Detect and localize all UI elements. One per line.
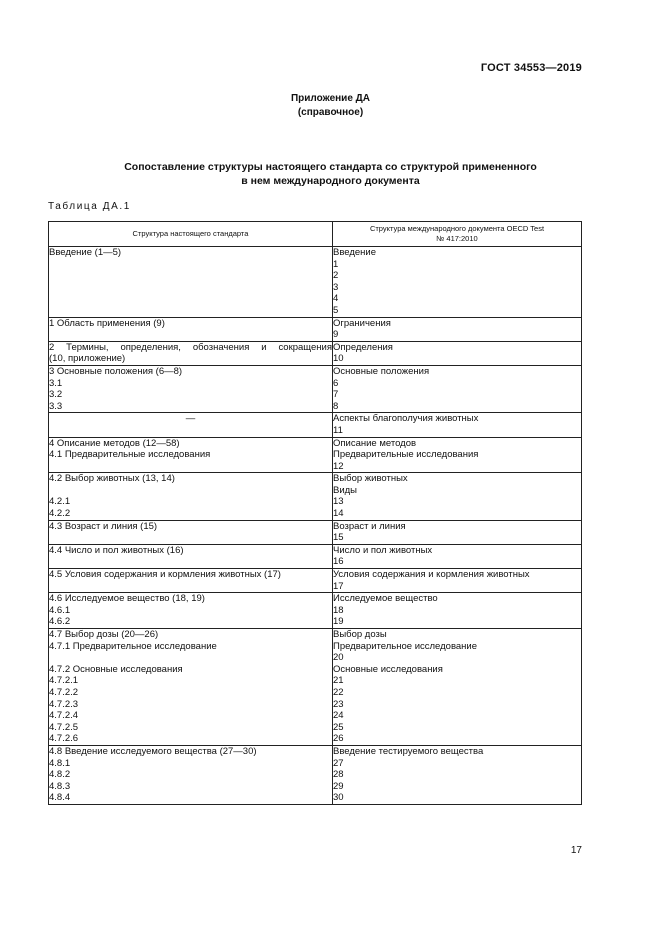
cell-line: 4.7.2 Основные исследования <box>49 663 183 675</box>
cell-line: 1 Область применения (9) <box>49 317 165 329</box>
cell-line: Ограничения <box>333 317 391 329</box>
cell-line: 4.2 Выбор животных (13, 14) <box>49 473 175 485</box>
cell-line: 29 <box>333 780 344 792</box>
table-row <box>49 544 582 568</box>
cell-line <box>49 270 332 282</box>
cell-current-standard <box>49 413 333 437</box>
table-label: Таблица ДА.1 <box>48 201 131 212</box>
cell-line: 10 <box>333 353 344 365</box>
cell-line: 4.8 Введение исследуемого вещества (27—30) <box>49 745 257 757</box>
table-row <box>49 473 582 520</box>
cell-line: Выбор дозы <box>333 629 387 640</box>
cell-line: Введение тестируемого вещества <box>333 745 484 757</box>
table-header-row <box>49 222 582 247</box>
cell-line: 4.6.1 <box>49 604 71 616</box>
cell-line: 12 <box>333 460 344 472</box>
cell-international-document <box>333 544 582 568</box>
cell-line: 4.6 Исследуемое вещество (18, 19) <box>49 593 205 605</box>
cell-line: 17 <box>333 580 344 592</box>
cell-line: Выбор животных <box>333 473 408 485</box>
table-row <box>49 365 582 412</box>
cell-line: 19 <box>333 616 344 628</box>
cell-international-document <box>333 593 582 629</box>
cell-line: 7 <box>333 389 339 401</box>
cell-line: Возраст и линия <box>333 520 406 532</box>
cell-line: 8 <box>333 400 339 412</box>
cell-international-document <box>333 629 582 746</box>
cell-international-document <box>333 247 582 318</box>
cell-current-standard <box>49 544 333 568</box>
table-row <box>49 745 582 804</box>
cell-international-document <box>333 317 582 341</box>
cell-line: — <box>185 413 196 425</box>
cell-line: 9 <box>333 329 339 341</box>
cell-current-standard <box>49 365 333 412</box>
cell-line: 15 <box>333 532 344 544</box>
cell-line: 4.7.2.6 <box>49 733 79 745</box>
cell-line <box>49 485 332 497</box>
cell-line: 3.1 <box>49 377 63 389</box>
cell-line: 4.2.2 <box>49 508 71 520</box>
cell-line: 6 <box>333 377 339 389</box>
comparison-table <box>48 221 582 805</box>
cell-line: Основные положения <box>333 365 430 377</box>
table-row <box>49 629 582 746</box>
cell-line: 3 Основные положения (6—8) <box>49 365 183 377</box>
header-international-document <box>333 222 582 247</box>
cell-line <box>49 259 332 271</box>
cell-international-document <box>333 745 582 804</box>
cell-current-standard <box>49 520 333 544</box>
cell-international-document <box>333 473 582 520</box>
standard-designation: ГОСТ 34553—2019 <box>480 62 582 74</box>
cell-line: Аспекты благополучия животных <box>333 413 479 425</box>
cell-line: 24 <box>333 710 344 722</box>
cell-international-document <box>333 365 582 412</box>
cell-international-document <box>333 341 582 365</box>
appendix-heading <box>0 92 661 120</box>
cell-line: 4.8.3 <box>49 780 71 792</box>
cell-line: 4.7.2.1 <box>49 675 79 687</box>
cell-line: 27 <box>333 757 344 769</box>
cell-line: Введение <box>333 247 377 258</box>
cell-line: 2 Термины, определения, обозначения и сокращения <box>49 341 332 353</box>
table-body <box>49 247 582 805</box>
page-number: 17 <box>570 845 582 856</box>
cell-line: 25 <box>333 721 344 733</box>
cell-line: 4.4 Число и пол животных (16) <box>49 544 184 556</box>
cell-line: Условия содержания и кормления животных <box>333 569 530 581</box>
table-row <box>49 569 582 593</box>
cell-line: 3.2 <box>49 389 63 401</box>
cell-line: 4.7.1 Предварительное исследование <box>49 640 217 652</box>
cell-current-standard <box>49 247 333 318</box>
table-row <box>49 317 582 341</box>
cell-line: 14 <box>333 508 344 520</box>
table-row <box>49 520 582 544</box>
header-international-line-1: Структура международного документа OECD Test <box>369 224 545 233</box>
cell-line: Предварительное исследование <box>333 640 478 652</box>
cell-international-document <box>333 569 582 593</box>
cell-line: 4.1 Предварительные исследования <box>49 449 211 461</box>
cell-line: 4.7 Выбор дозы (20—26) <box>49 629 159 640</box>
cell-international-document <box>333 520 582 544</box>
cell-line: Предварительные исследования <box>333 449 479 461</box>
appendix-title: Приложение ДА <box>290 93 371 104</box>
table-row <box>49 341 582 365</box>
cell-line: 5 <box>333 304 339 316</box>
cell-line: 23 <box>333 698 344 710</box>
cell-current-standard <box>49 629 333 746</box>
cell-line: 4.5 Условия содержания и кормления животных (17) <box>49 569 281 581</box>
cell-line <box>49 282 332 294</box>
cell-current-standard <box>49 341 333 365</box>
header-current-standard: Структура настоящего стандарта <box>49 222 333 247</box>
table-row <box>49 247 582 318</box>
table-row <box>49 437 582 473</box>
cell-line: 2 <box>333 270 339 282</box>
cell-line: Виды <box>333 484 358 496</box>
cell-line: 16 <box>333 556 344 568</box>
cell-line: Исследуемое вещество <box>333 593 438 605</box>
cell-line: 26 <box>333 733 344 745</box>
document-title-line-2: в нем международного документа <box>241 175 420 187</box>
cell-line: 22 <box>333 686 344 698</box>
cell-line: Основные исследования <box>333 663 443 675</box>
cell-current-standard <box>49 317 333 341</box>
cell-line: 4.3 Возраст и линия (15) <box>49 520 158 532</box>
cell-line <box>49 293 332 305</box>
cell-line: 4 Описание методов (12—58) <box>49 437 180 449</box>
cell-line: 13 <box>333 496 344 508</box>
cell-line: 4.7.2.4 <box>49 710 79 722</box>
cell-line: 4.8.4 <box>49 792 71 804</box>
cell-international-document <box>333 413 582 437</box>
cell-line: 4.8.1 <box>49 757 71 769</box>
cell-international-document <box>333 437 582 473</box>
cell-current-standard <box>49 745 333 804</box>
cell-current-standard <box>49 437 333 473</box>
cell-line: 21 <box>333 675 344 687</box>
document-title-line-1: Сопоставление структуры настоящего стандарта со структурой примененного <box>124 161 537 173</box>
cell-line: 4.6.2 <box>49 616 71 628</box>
document-title <box>0 160 661 188</box>
cell-line: 30 <box>333 792 344 804</box>
cell-line: 4.7.2.5 <box>49 721 79 733</box>
cell-line <box>49 652 332 664</box>
cell-line: 3 <box>333 281 339 293</box>
cell-line: Определения <box>333 341 393 353</box>
cell-line: (10, приложение) <box>49 353 126 365</box>
cell-line: 3.3 <box>49 400 63 412</box>
cell-current-standard <box>49 593 333 629</box>
cell-line: 4.8.2 <box>49 769 71 781</box>
cell-line: 20 <box>333 652 344 664</box>
table-row <box>49 593 582 629</box>
cell-line: 4 <box>333 293 339 305</box>
table-row <box>49 413 582 437</box>
cell-current-standard <box>49 473 333 520</box>
cell-line: 4.7.2.2 <box>49 686 79 698</box>
cell-line: 11 <box>333 424 343 436</box>
cell-current-standard <box>49 569 333 593</box>
cell-line: 18 <box>333 604 344 616</box>
appendix-subtitle: (справочное) <box>297 107 364 118</box>
cell-line: 4.7.2.3 <box>49 698 79 710</box>
header-international-line-2: № 417:2010 <box>436 234 478 243</box>
cell-line: Число и пол животных <box>333 544 433 556</box>
cell-line: Описание методов <box>333 437 417 449</box>
cell-line: Введение (1—5) <box>49 247 122 258</box>
cell-line: 4.2.1 <box>49 496 71 508</box>
cell-line: 1 <box>333 258 339 270</box>
cell-line: 28 <box>333 769 344 781</box>
